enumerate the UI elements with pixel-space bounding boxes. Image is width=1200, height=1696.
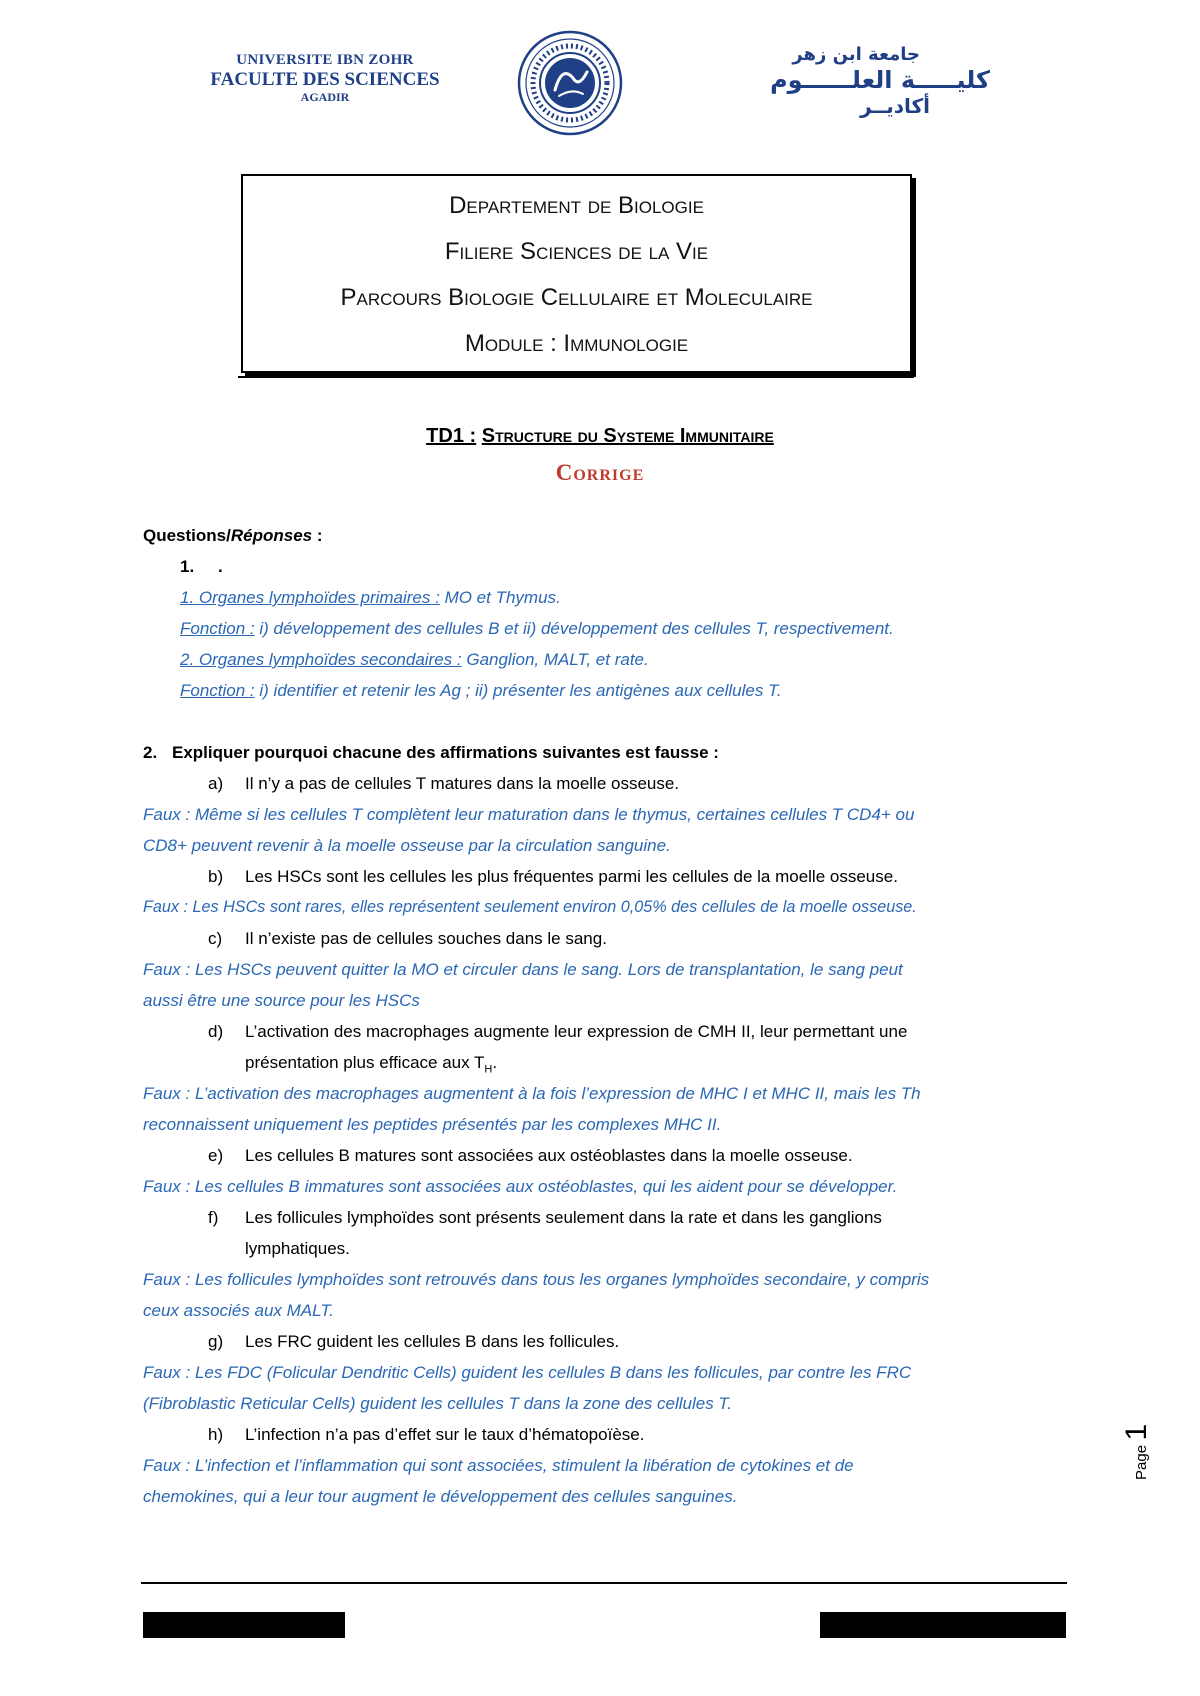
department-title-box <box>241 174 912 373</box>
q2-item-answer: Faux : Les FDC (Folicular Dendritic Cells) guident les cellules B dans les follicules, par contre les FRC <box>143 1363 912 1382</box>
td-title-text: Structure du Systeme Immunitaire <box>481 425 774 447</box>
city-name: AGADIR <box>300 90 350 105</box>
q2-item-answer: Faux : Les cellules B immatures sont associées aux ostéoblastes, qui les aident pour se développer. <box>143 1177 898 1196</box>
q2-item-statement: Il n’existe pas de cellules souches dans le sang. <box>245 929 607 948</box>
university-name-ar: جامعة ابن زهر <box>792 44 920 65</box>
q2-item-letter: a) <box>208 774 224 793</box>
faculty-name-ar <box>730 44 990 118</box>
q2-item-letter: f) <box>208 1208 219 1227</box>
q2-item-answer: Faux : Les HSCs peuvent quitter la MO et circuler dans le sang. Lors de transplantation, le sang peut <box>143 960 903 979</box>
qr-heading <box>143 526 323 546</box>
q2-item-answer: Faux : Les follicules lymphoïdes sont retrouvés dans tous les organes lymphoïdes secondaire, y compris <box>143 1270 930 1289</box>
q2-item-statement: Les HSCs sont les cellules les plus fréquentes parmi les cellules de la moelle osseuse. <box>245 867 898 886</box>
q1-answer-secondary <box>180 650 649 670</box>
qr-colon: : <box>312 526 323 545</box>
q2-item-statement: L’activation des macrophages augmente leur expression de CMH II, leur permettant une <box>245 1022 908 1041</box>
q1-primary-label: 1. Organes lymphoïdes primaires : <box>180 588 440 607</box>
q2-item-letter: c) <box>208 929 223 948</box>
q2-item-statement: Les cellules B matures sont associées aux ostéoblastes dans la moelle osseuse. <box>245 1146 853 1165</box>
q2-item-letter: d) <box>208 1022 224 1041</box>
q2-item-statement: Il n’y a pas de cellules T matures dans la moelle osseuse. <box>245 774 680 793</box>
q2-item-answer: Faux : Même si les cellules T complètent leur maturation dans le thymus, certaines cellules T CD4+ ou <box>143 805 915 824</box>
faculty-name: FACULTE DES SCIENCES <box>210 69 440 91</box>
td-prefix: TD1 : <box>426 425 477 447</box>
city-name-ar: أكاديــر <box>860 94 930 119</box>
q1-answer-secondary-function <box>180 681 782 701</box>
q2-item-statement-cont: lymphatiques. <box>245 1239 350 1258</box>
q1-function-text-2: i) identifier et retenir les Ag ; ii) présenter les antigènes aux cellules T. <box>254 681 782 700</box>
q2-item-statement: Les FRC guident les cellules B dans les follicules. <box>245 1332 620 1351</box>
q2-item-answer-cont: CD8+ peuvent revenir à la moelle osseuse par la circulation sanguine. <box>143 836 671 855</box>
q2-item-answer-cont: aussi être une source pour les HSCs <box>143 991 420 1010</box>
footer-redaction-right <box>820 1612 1066 1638</box>
department-line: Departement de Biologie <box>449 192 704 219</box>
q2-item-statement: L’infection n’a pas d’effet sur le taux d’hématopoïèse. <box>245 1425 645 1444</box>
page-number <box>1120 1424 1154 1480</box>
module-line: Module : Immunologie <box>464 330 689 357</box>
q2-item-letter: g) <box>208 1332 224 1351</box>
q2-item-answer-cont: chemokines, qui a leur tour augment le développement des cellules sanguines. <box>143 1487 738 1506</box>
q1-number: 1. <box>180 557 195 576</box>
q1-secondary-num: 2 <box>180 650 190 669</box>
parcours-line: Parcours Biologie Cellulaire et Moleculaire <box>340 284 813 311</box>
q2-item-answer: Faux : L’activation des macrophages augmentent à la fois l’expression de MHC I et MHC II, mais les Th <box>143 1084 921 1103</box>
footer-redaction-left <box>143 1612 345 1638</box>
q2-d-subscript: H <box>484 1063 493 1076</box>
q1-answer-primary <box>180 588 561 608</box>
q2-d-period: . <box>492 1053 498 1072</box>
footer-rule <box>141 1582 1067 1584</box>
q2-item-answer-cont: reconnaissent uniquement les peptides présentés par les complexes MHC II. <box>143 1115 722 1134</box>
q2-item-letter: e) <box>208 1146 224 1165</box>
q1-secondary-text: Ganglion, MALT, et rate. <box>461 650 649 669</box>
q2-d-statement2: présentation plus efficace aux T <box>245 1053 485 1072</box>
filiere-line: Filiere Sciences de la Vie <box>444 238 709 265</box>
q1-function-text-1: i) développement des cellules B et ii) développement des cellules T, respectivement. <box>254 619 894 638</box>
q2-item-answer: Faux : Les HSCs sont rares, elles représentent seulement environ 0,05% des cellules de la moelle osseuse. <box>143 898 917 916</box>
q2-number: 2. <box>143 743 158 762</box>
qr-reponses: Réponses <box>230 526 313 545</box>
q2-item-statement-cont <box>245 1053 497 1075</box>
q1-text: . <box>218 557 223 576</box>
td-title <box>0 425 1200 448</box>
university-name: UNIVERSITE IBN ZOHR <box>236 52 414 68</box>
university-seal-logo <box>517 30 623 136</box>
q2-item-letter: b) <box>208 867 224 886</box>
faculty-name-ar-line: كليـــــة العلــــــوم <box>770 65 990 94</box>
title-box-rule <box>238 376 914 378</box>
q1-function-label-2: Fonction : <box>180 681 255 700</box>
q2-text: Expliquer pourquoi chacune des affirmations suivantes est fausse : <box>172 743 719 762</box>
corrige-label: Corrige <box>555 460 645 485</box>
page-word: Page <box>1133 1444 1150 1480</box>
page-number-value: 1 <box>1120 1423 1153 1441</box>
q2-item-letter: h) <box>208 1425 224 1444</box>
q1-primary-text: MO et Thymus. <box>439 588 561 607</box>
faculty-name-fr <box>190 52 460 105</box>
q2-item-answer-cont: ceux associés aux MALT. <box>143 1301 334 1320</box>
q2-item-statement: Les follicules lymphoïdes sont présents seulement dans la rate et dans les ganglions <box>245 1208 882 1227</box>
q2-item-answer: Faux : L’infection et l’inflammation qui sont associées, stimulent la libération de cytokines et de <box>143 1456 854 1475</box>
q2-item-answer-cont: (Fibroblastic Reticular Cells) guident les cellules T dans la zone des cellules T. <box>143 1394 732 1413</box>
q1-secondary-label: . Organes lymphoïdes secondaires : <box>189 650 462 669</box>
q1-function-label-1: Fonction : <box>180 619 255 638</box>
q1-answer-primary-function <box>180 619 894 639</box>
qr-questions: Questions/ <box>143 526 231 545</box>
